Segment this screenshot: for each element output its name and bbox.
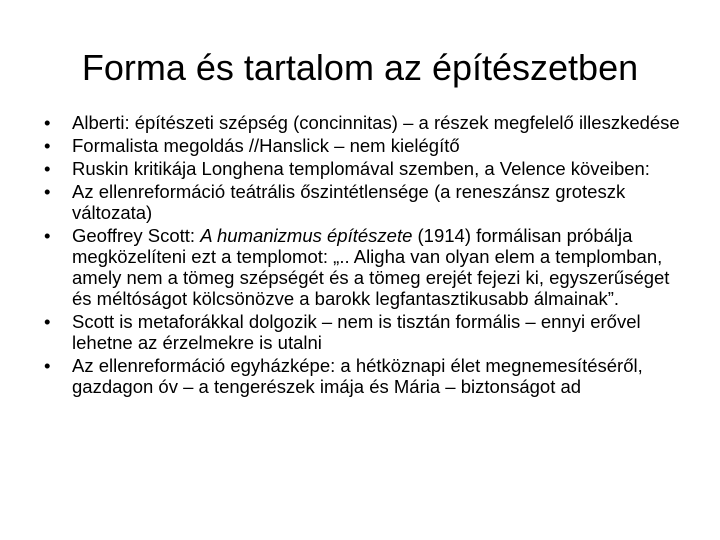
- bullet-icon: •: [44, 112, 51, 133]
- bullet-text: Formalista megoldás //Hanslick – nem kielégítő: [72, 135, 460, 156]
- bullet-text: Ruskin kritikája Longhena templomával szemben, a Velence köveiben:: [72, 158, 650, 179]
- bullet-icon: •: [44, 135, 51, 156]
- bullet-item: [44, 158, 680, 179]
- bullet-item: [44, 112, 680, 133]
- bullet-item: [44, 311, 680, 353]
- bullet-text: Scott is metaforákkal dolgozik – nem is tisztán formális – ennyi erővel lehetne az érzelmekre is utalni: [72, 311, 641, 353]
- book-title: A humanizmus építészete: [200, 225, 413, 246]
- bullet-item: [44, 181, 680, 223]
- bullet-icon: •: [44, 181, 51, 202]
- slide-title: Forma és tartalom az építészetben: [81, 47, 639, 88]
- bullet-text-lead: Geoffrey Scott:: [72, 225, 201, 246]
- bullet-text: Alberti: építészeti szépség (concinnitas) – a részek megfelelő illeszkedése: [72, 112, 680, 133]
- bullet-icon: •: [44, 311, 51, 332]
- bullet-item: [44, 135, 680, 156]
- bullet-text: [72, 225, 669, 309]
- bullet-icon: •: [44, 225, 51, 246]
- bullet-text: Az ellenreformáció teátrális őszintétlensége (a reneszánsz groteszk változata): [72, 181, 626, 223]
- bullet-text-rest: (1914) formálisan próbálja megközelíteni ezt a templomot: „.. Aligha van olyan elem a templomban, amely nem a tömeg szépségét és a tömeg erejét fejezi ki, egyszerűséget és méltóságot kölcsönözve a barokk legfantasztikusabb álmainak”.: [72, 225, 670, 309]
- bullet-item: [44, 225, 680, 309]
- bullet-text: Az ellenreformáció egyházképe: a hétköznapi élet megnemesítéséről, gazdagon óv – a tengerészek imája és Mária – biztonságot ad: [72, 355, 643, 397]
- bullet-item: [44, 355, 680, 397]
- bullet-icon: •: [44, 355, 51, 376]
- bullet-list: [44, 112, 680, 399]
- bullet-icon: •: [44, 158, 51, 179]
